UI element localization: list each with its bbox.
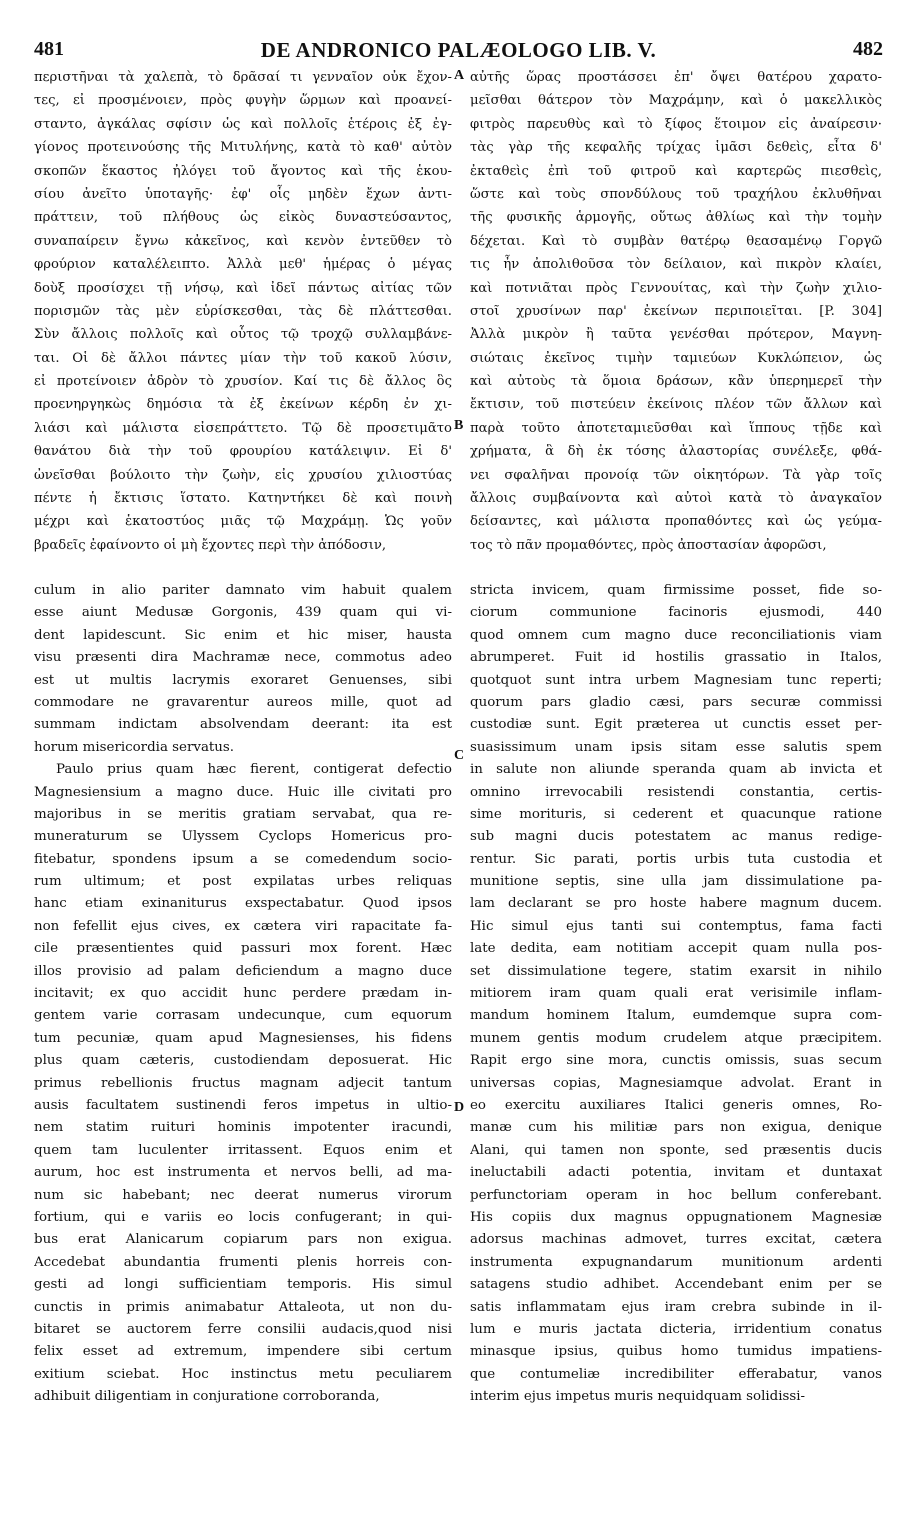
text-line: Hic simul ejus tanti sui contemptus, fama facti xyxy=(470,918,882,934)
latin-column-left xyxy=(34,580,452,1408)
text-line: felix esset ad extremum, impendere sibi certum xyxy=(34,1344,452,1360)
text-line: munem gentis modum crudelem atque præcipitem. xyxy=(470,1030,882,1046)
text-line: πορισμῶν τὰς μὲν εὑρίσκεσθαι, τὰς δὲ πλάττεσθαι. xyxy=(34,303,452,319)
text-line: σκοπῶν ἕκαστος ἠλόγει τοῦ ἄγοντος καὶ τῆς ἑκου- xyxy=(34,163,452,179)
text-line: plus quam cæteris, custodiendam deposuerat. Hic xyxy=(34,1053,452,1069)
text-line: hanc etiam exinaniturus exspectabatur. Quod ipsos xyxy=(34,896,452,912)
text-line: quem tam luculenter irritassent. Equos enim et xyxy=(34,1142,452,1158)
text-line: Magnesiensium a magno duce. Huic ille civitati pro xyxy=(34,784,452,800)
margin-letter-c: C xyxy=(454,748,465,763)
text-line: εἰ προτείνοιεν ἁδρὸν τὸ χρυσίον. Καί τις δὲ ἄλλος ὃς xyxy=(34,374,452,390)
latin-column-right xyxy=(470,580,882,1408)
text-line: illos provisio ad palam deficiendum a magno duce xyxy=(34,963,452,979)
text-line: ἄλλοις συμβαίνοντα καὶ αὐτοὶ κατὰ τὸ ἀναγκαῖον xyxy=(470,491,882,507)
text-line: universas copias, Magnesiamque advolat. Erant in xyxy=(470,1075,882,1091)
text-line: αὐτῆς ὥρας προστάσσει ἐπ' ὄψει θατέρου χαρατο- xyxy=(470,70,882,85)
text-line: περιστῆναι τὰ χαλεπὰ, τὸ δρᾶσαί τι γενναῖον οὐκ ἔχον- xyxy=(34,70,452,85)
page-number-left: 481 xyxy=(34,38,64,60)
text-line: eo exercitu auxiliares Italici generis omnes, Ro- xyxy=(470,1097,882,1113)
text-line: ἔκτισιν, τοῦ πιστεύειν ἐκείνοις πλέον τῶν ἄλλων καὶ xyxy=(470,397,882,413)
text-line: ἐκταθεὶς ἐπὶ τοῦ φιτροῦ καὶ καρτερῶς πιεσθεὶς, xyxy=(470,163,882,179)
text-line: adhibuit diligentiam in conjuratione corroboranda, xyxy=(34,1389,380,1405)
text-line: στοῖ χρυσίνων παρ' ἐκείνων περιποιεῖται. [P. 304] xyxy=(470,303,882,319)
text-line: manæ cum his militiæ pars non exigua, denique xyxy=(470,1120,882,1136)
text-line: late dedita, eam notitiam accepit quam nulla pos- xyxy=(470,941,882,957)
text-line: ὠνεῖσθαι βούλοιτο τὴν ζωὴν, εἰς χρυσίου χιλιοστύας xyxy=(34,467,452,483)
greek-column-left xyxy=(34,66,452,557)
text-line: satagens studio adhibet. Accendebant enim per se xyxy=(470,1277,882,1293)
text-line: muneraturum se Ulyssem Cyclops Homericus pro- xyxy=(34,829,452,845)
text-line: custodiæ sunt. Egit præterea ut cunctis esset per- xyxy=(470,717,882,733)
text-line: Σὺν ἄλλοις πολλοῖς καὶ οὗτος τῷ τροχῷ συλλαμβάνε- xyxy=(34,327,452,343)
text-line: φιτρὸς παρευθὺς καὶ τὸ ξίφος ἕτοιμον εἰς ἀναίρεσιν· xyxy=(470,116,882,132)
text-line: Alani, qui tamen non sponte, sed præsentis ducis xyxy=(470,1142,882,1158)
text-line: exitium sciebat. Hoc instinctus metu peculiarem xyxy=(34,1366,452,1382)
text-line: Rapit ergo sine mora, cunctis omissis, suas secum xyxy=(470,1053,882,1069)
text-line: primus rebellionis fructus magnam adjecit tantum xyxy=(34,1075,452,1091)
text-line: est ut multis lacrymis exoraret Genuenses, sibi xyxy=(34,672,452,688)
text-line: προενηργηκὼς δημόσια τὰ ἐξ ἐκείνων κέρδη ἐν χι- xyxy=(34,397,452,413)
text-line: τῆς φυσικῆς ἁρμογῆς, οὕτως ἀθλίως καὶ τὴν τομὴν xyxy=(470,210,882,226)
text-line: commodare ne gravarentur aureos mille, quot ad xyxy=(34,694,452,710)
text-line: mitiorem iram quam quali erat verisimile inflam- xyxy=(470,986,882,1002)
text-line: majoribus in se meritis gratiam servabat, qua re- xyxy=(34,806,452,822)
text-line: non fefellit ejus cives, ex cætera viri rapacitate fa- xyxy=(34,918,452,934)
text-line: καὶ αὐτοὺς τὰ ὅμοια δράσων, κἂν ὑπερημερεῖ τὴν xyxy=(470,374,882,390)
text-line: fortium, qui e variis eo locis confugerant; in qui- xyxy=(34,1209,452,1225)
text-line: quod omnem cum magno duce reconciliationis viam xyxy=(470,627,882,643)
text-line: lum e muris jactata dicteria, irridentium conatus xyxy=(470,1321,882,1337)
text-line: perfunctoriam operam in hoc bellum conferebant. xyxy=(470,1187,882,1203)
greek-column-right xyxy=(470,66,882,557)
margin-letter-d: D xyxy=(454,1100,465,1115)
text-line: μεῖσθαι θάτερον τὸν Μαχράμην, καὶ ὁ μακελλικὸς xyxy=(470,93,882,109)
text-line: ὥστε καὶ τοὺς σπονδύλους τοῦ τραχήλου ἐκλυθῆναι xyxy=(470,186,882,202)
text-line: σιώταις ἐκεῖνος τιμὴν ταμιεύων Κυκλώπειον, ὡς xyxy=(470,350,882,366)
text-line: βραδεῖς ἐφαίνοντο οἱ μὴ ἔχοντες περὶ τὴν ἀπόδοσιν, xyxy=(34,537,387,553)
text-line: Accedebat abundantia frumenti plenis horreis con- xyxy=(34,1254,452,1270)
text-line: ται. Οἱ δὲ ἄλλοι πάντες μίαν τὴν τοῦ κακοῦ λύσιν, xyxy=(34,350,452,366)
text-line: cunctis in primis animabatur Attaleota, ut non du- xyxy=(34,1299,452,1315)
text-line: τες, εἰ προσμένοιεν, πρὸς φυγὴν ὥρμων καὶ προανεί- xyxy=(34,93,452,109)
text-line: καὶ ποτνιᾶται πρὸς Γεννουίτας, καὶ τὴν ζωὴν χιλιο- xyxy=(470,280,882,296)
text-line: ausis facultatem sustinendi feros impetus in ultio- xyxy=(34,1097,452,1113)
text-line: abrumperet. Fuit id hostilis grassatio in Italos, xyxy=(470,650,882,666)
text-line: δέχεται. Καὶ τὸ συμβὰν θατέρῳ θεασαμένῳ Γοργῶ xyxy=(470,233,882,249)
text-line: His copiis dux magnus oppugnationem Magnesiæ xyxy=(470,1209,882,1225)
text-line: sime morituris, si cederent et quacunque ratione xyxy=(470,806,882,822)
text-line: que contumeliæ incredibiliter efferabatur, vanos xyxy=(470,1366,882,1382)
text-line: gentem varie corrasam undecunque, cum equorum xyxy=(34,1008,452,1024)
text-line: μέχρι καὶ ἑκατοστύος μιᾶς τῷ Μαχράμῃ. Ὡς γοῦν xyxy=(34,514,452,530)
text-line: γίονος προτεινούσης τῆς Μιτυλήνης, κατὰ τὸ καθ' αὐτὸν xyxy=(34,140,452,156)
text-line: num sic habebant; nec deerat numerus virorum xyxy=(34,1187,452,1203)
text-line: rum ultimum; et post expilatas urbes reliquas xyxy=(34,874,452,890)
text-line: νει σφαλῆναι προνοίᾳ τῶν οἰκητόρων. Τὰ γὰρ τοῖς xyxy=(470,467,882,483)
text-line: lam declarant se pro hoste habere magnum ducem. xyxy=(470,896,882,912)
text-line: quotquot sunt intra urbem Magnesiam tunc reperti; xyxy=(470,672,882,688)
text-line: παρὰ τοῦτο ἀποτεταμιεῦσθαι καὶ ἵππους τῇδε καὶ xyxy=(470,420,882,436)
text-line: τὰς γὰρ τῆς κεφαλῆς τρίχας ἱμᾶσι δεθεὶς, εἶτα δ' xyxy=(470,140,882,156)
text-line: munitione septis, sine ulla jam dissimulatione pa- xyxy=(470,874,882,890)
text-line: λιάσι καὶ μάλιστα εἰσεπράττετο. Τῷ δὲ προσετιμᾶτο xyxy=(34,420,452,436)
text-line: θανάτου διὰ τὴν τοῦ φρουρίου κατάλειψιν. Εἰ δ' xyxy=(34,444,452,460)
text-line: δείσαντες, καὶ μάλιστα προπαθόντες καὶ ὡς γεύμα- xyxy=(470,514,882,530)
text-line: aurum, hoc est instrumenta et nervos belli, ad ma- xyxy=(34,1165,452,1181)
text-line: nem statim ruituri hominis impotenter iracundi, xyxy=(34,1120,452,1136)
text-line: σταντο, ἀγκάλας σφίσιν ὡς καὶ πολλοῖς ἑτέροις ἐξ ἐγ- xyxy=(34,116,452,132)
text-line: stricta invicem, quam firmissime posset, fide so- xyxy=(470,583,882,598)
text-line: sub magni ducis potestatem ac manus redige- xyxy=(470,829,882,845)
text-line: πράττειν, τοῦ πλήθους ὡς εἰκὸς δυναστεύσαντος, xyxy=(34,210,452,226)
text-line: τις ἦν ἀπολιθοῦσα τὸν δείλαιον, καὶ πικρὸν κλαίει, xyxy=(470,257,882,273)
margin-letter-a: A xyxy=(454,68,465,83)
text-line: minasque ipsius, quibus homo tumidus impatiens- xyxy=(470,1344,882,1360)
text-line: tum pecuniæ, quam apud Magnesienses, his fidens xyxy=(34,1030,452,1046)
text-line: fitebatur, spondens ipsum a se comedendum socio- xyxy=(34,851,452,867)
text-line: dent lapidescunt. Sic enim et hic miser, hausta xyxy=(34,627,452,643)
text-line: mandum hominem Italum, eumdemque supra com- xyxy=(470,1008,882,1024)
text-line: rentur. Sic parati, portis urbis tuta custodia et xyxy=(470,851,882,867)
text-line: δοὺξ προσίσχει τῇ νήσῳ, καὶ ἰδεῖ πάντως αἰτίας τῶν xyxy=(34,280,452,296)
text-line: Paulo prius quam hæc fierent, contigerat defectio xyxy=(56,762,452,778)
margin-letter-b: B xyxy=(454,418,464,433)
text-line: φρούριον καταλέλειπτο. Ἀλλὰ μεθ' ἡμέρας ὁ μέγας xyxy=(34,257,452,273)
text-line: quorum pars gladio cæsi, pars securæ commissi xyxy=(470,694,882,710)
text-line: omnino irrevocabili resistendi constantia, certis- xyxy=(470,784,882,800)
text-line: gesti ad longi sufficientiam temporis. His simul xyxy=(34,1277,452,1293)
running-header xyxy=(30,38,887,68)
page-number-right: 482 xyxy=(853,38,883,60)
text-line: ciorum communione facinoris ejusmodi, 440 xyxy=(470,605,882,621)
text-line: cile præsentientes quid passuri mox forent. Hæc xyxy=(34,941,452,957)
text-line: ineluctabili adacti potentia, invitam et duntaxat xyxy=(470,1165,882,1181)
text-line: bus erat Alanicarum copiarum pars non exigua. xyxy=(34,1232,452,1248)
text-line: incitavit; ex quo accidit hunc perdere prædam in- xyxy=(34,986,452,1002)
text-line: satis inflammatam ejus iram crebra subinde in il- xyxy=(470,1299,882,1315)
text-line: σίου ἀνεῖτο ὑποταγῆς· ἐφ' οἷς μηδὲν ἔχων ἀντι- xyxy=(34,186,452,202)
text-line: set dissimulatione tegere, statim exarsit in nihilo xyxy=(470,963,882,979)
text-line: Ἀλλὰ μικρὸν ἢ ταῦτα γενέσθαι πρότερον, Μαγνη- xyxy=(470,327,882,343)
text-line: suasissimum unam ipsis sitam esse salutis spem xyxy=(470,739,882,755)
text-line: horum misericordia servatus. xyxy=(34,739,235,755)
text-line: τος τὸ πᾶν προμαθόντες, πρὸς ἀποστασίαν ἀφορῶσι, xyxy=(470,537,827,553)
text-line: esse aiunt Medusæ Gorgonis, 439 quam qui vi- xyxy=(34,605,452,621)
text-line: adorsus machinas admovet, turres excitat, cætera xyxy=(470,1232,882,1248)
text-line: visu præsenti dira Machramæ nece, commotus adeo xyxy=(34,650,452,666)
text-line: culum in alio pariter damnato vim habuit qualem xyxy=(34,583,452,598)
text-line: interim ejus impetus muris nequidquam solidissi- xyxy=(470,1389,806,1405)
text-line: in salute non aliunde speranda quam ab invicta et xyxy=(470,762,882,778)
text-line: bitaret se auctorem ferre consilii audacis,quod nisi xyxy=(34,1321,452,1337)
text-line: χρήματα, ἃ δὴ ἐκ τόσης ἀλαστορίας συνέλεξε, φθά- xyxy=(470,444,882,460)
text-line: συναπαίρειν ἔγνω κἀκεῖνος, καὶ κενὸν ἐντεῦθεν τὸ xyxy=(34,233,452,249)
text-line: instrumenta expugnandarum munitionum ardenti xyxy=(470,1254,882,1270)
text-line: summam indictam absolvendam deerant: ita est xyxy=(34,717,452,733)
running-title: DE ANDRONICO PALÆOLOGO LIB. V. xyxy=(260,38,657,62)
text-line: πέντε ἡ ἔκτισις ἵστατο. Κατηντήκει δὲ καὶ ποινὴ xyxy=(34,491,452,507)
